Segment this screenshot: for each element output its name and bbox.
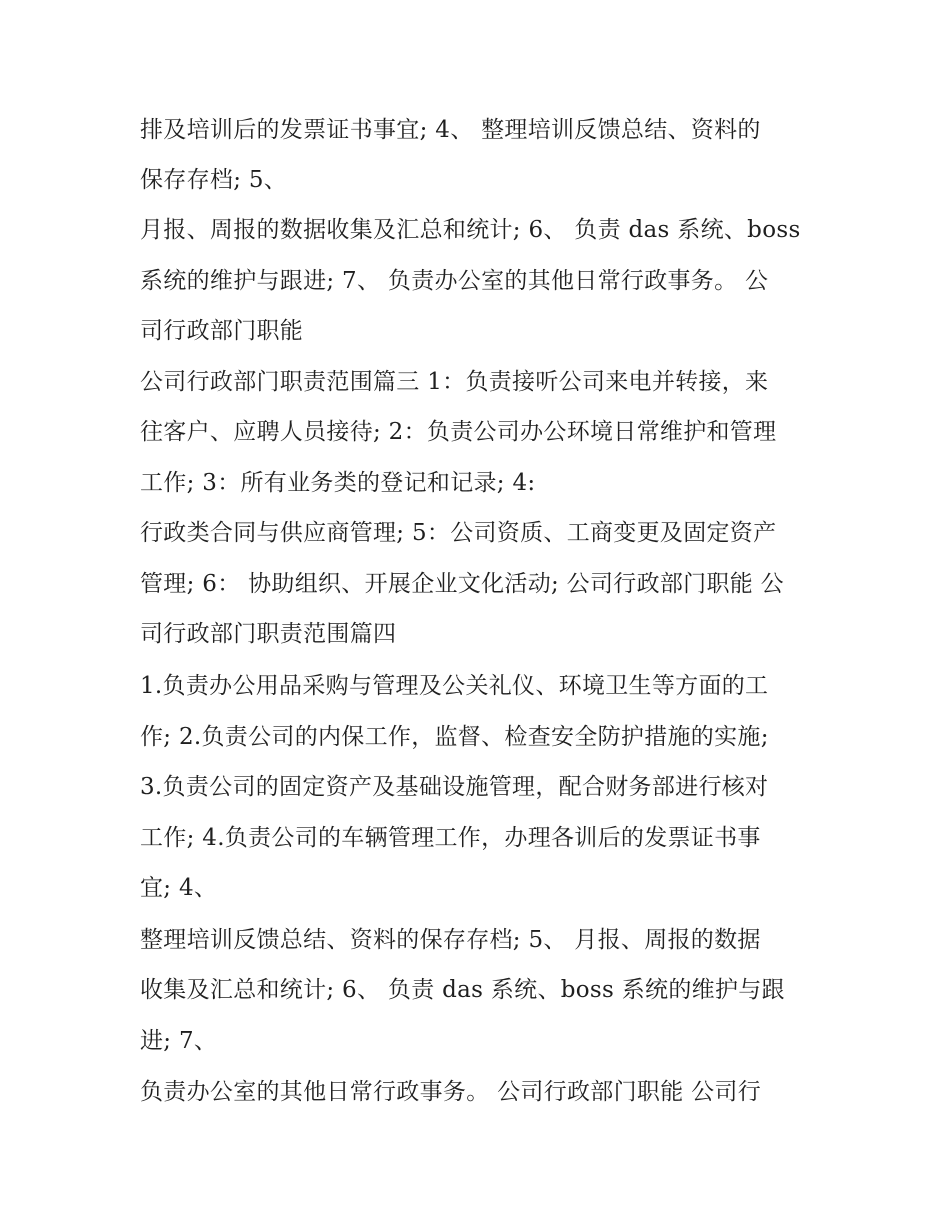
text-line: 工作; 4.负责公司的车辆管理工作，办理各训后的发票证书事 — [140, 825, 761, 851]
text-line: 司行政部门职能 — [140, 318, 304, 344]
text-line: 公司行政部门职责范围篇三 1：负责接听公司来电并转接，来 — [140, 369, 769, 395]
text-line: 管理; 6： 协助组织、开展企业文化活动; 公司行政部门职能 公 — [140, 571, 784, 597]
text-line: 保存存档; 5、 — [140, 167, 288, 193]
text-line: 司行政部门职责范围篇四 — [140, 621, 397, 647]
text-line: 宜; 4、 — [140, 875, 218, 901]
text-line: 负责办公室的其他日常行政事务。 公司行政部门职能 公司行 — [140, 1079, 762, 1105]
text-line: 3.负责公司的固定资产及基础设施管理，配合财务部进行核对 — [140, 774, 769, 800]
text-line: 1.负责办公用品采购与管理及公关礼仪、环境卫生等方面的工 — [140, 673, 769, 699]
text-line: 行政类合同与供应商管理; 5：公司资质、工商变更及固定资产 — [140, 520, 777, 546]
text-line: 往客户、应聘人员接待; 2：负责公司办公环境日常维护和管理 — [140, 419, 777, 445]
text-line: 系统的维护与跟进; 7、 负责办公室的其他日常行政事务。 公 — [140, 268, 769, 294]
text-line: 作; 2.负责公司的内保工作，监督、检查安全防护措施的实施; — [140, 724, 769, 750]
text-line: 收集及汇总和统计; 6、 负责 das 系统、boss 系统的维护与跟 — [140, 977, 785, 1003]
text-line: 月报、周报的数据收集及汇总和统计; 6、 负责 das 系统、boss — [140, 217, 801, 243]
text-line: 进; 7、 — [140, 1028, 218, 1054]
text-line: 排及培训后的发票证书事宜; 4、 整理培训反馈总结、资料的 — [140, 117, 761, 143]
text-line: 整理培训反馈总结、资料的保存存档; 5、 月报、周报的数据 — [140, 927, 761, 953]
text-line: 工作; 3：所有业务类的登记和记录; 4: — [140, 470, 536, 496]
